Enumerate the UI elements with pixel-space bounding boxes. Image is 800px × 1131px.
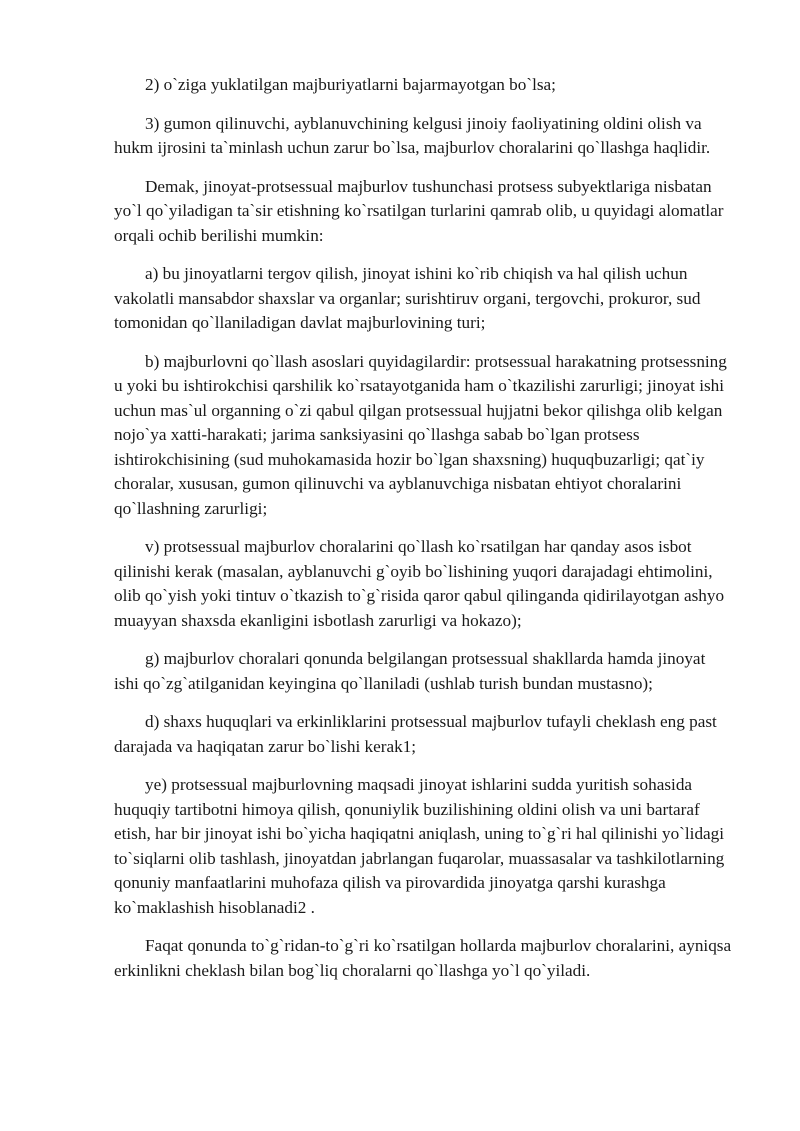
paragraph-item-a: a) bu jinoyatlarni tergov qilish, jinoyat ishini ko`rib chiqish va hal qilish uchun vakolatli mansabdor shaxslar va organlar; surishtiruv organi, tergovchi, prokuror, sud tomonidan qo`llaniladigan davlat majburlovining turi; [114,264,701,332]
paragraph-item-g: g) majburlov choralari qonunda belgilangan protsessual shakllarda hamda jinoyat ishi qo`zg`atilganidan keyingina qo`llaniladi (ushlab turish bundan mustasno); [114,649,706,693]
paragraph-faqat: Faqat qonunda to`g`ridan-to`g`ri ko`rsatilgan hollarda majburlov choralarini, ayniqsa erkinlikni cheklash bilan bog`liq choralarni qo`llashga yo`l qo`yiladi. [114,936,732,980]
document-body [114,73,734,997]
paragraph-item-ye: ye) protsessual majburlovning maqsadi jinoyat ishlarini sudda yuritish sohasida huquqiy tartibotni himoya qilish, qonuniylik buzilishining oldini olish va uni bartaraf etish, har bir jinoyat ishi bo`yicha haqiqatni aniqlash, uning to`g`ri hal qilinishi yo`lidagi to`siqlarni olib tashlash, jinoyatdan jabrlangan fuqarolar, muassasalar va tashkilotlarning qonuniy manfaatlarini muhofaza qilish va pirovardida jinoyatga qarshi kurashga ko`maklashish hisoblanadi2 . [114,775,725,917]
paragraph-item-d: d) shaxs huquqlari va erkinliklarini protsessual majburlov tufayli cheklash eng past darajada va haqiqatan zarur bo`lishi kerak1; [114,712,717,756]
paragraph-item-2: 2) o`ziga yuklatilgan majburiyatlarni bajarmayotgan bo`lsa; [145,75,556,94]
paragraph-item-b: b) majburlovni qo`llash asoslari quyidagilardir: protsessual harakatning protsessning u yoki bu ishtirokchisi qarshilik ko`rsatayotganida ham o`tkazilishi zarurligi; jinoyat ishi uchun mas`ul organning o`zi qabul qilgan protsessual hujjatni bekor qilishga olib kelgan nojo`ya xatti-harakati; jarima sanksiyasini qo`llashga sabab bo`lgan protsess ishtirokchisining (sud muhokamasida hozir bo`lgan shaxsning) huquqbuzarligi; qat`iy choralar, xususan, gumon qilinuvchi va ayblanuvchiga nisbatan ehtiyot choralarini qo`llashning zarurligi; [114,351,727,518]
paragraph-demak: Demak, jinoyat-protsessual majburlov tushunchasi protsess subyektlariga nisbatan yo`l qo`yiladigan ta`sir etishning ko`rsatilgan turlarini qamrab olib, u quyidagi alomatlar orqali ochib berilishi mumkin: [114,176,724,245]
paragraph-item-v: v) protsessual majburlov choralarini qo`llash ko`rsatilgan har qanday asos isbot qilinishi kerak (masalan, ayblanuvchi g`oyib bo`lishining yuqori darajadagi ehtimolini, olib qo`yish yoki tintuv o`tkazish to`g`risida qaror qabul qilinganda qidirilayotgan ashyo muayyan shaxsda ekanligini isbotlash zarurligi va hokazo); [114,537,725,630]
paragraph-item-3: 3) gumon qilinuvchi, ayblanuvchining kelgusi jinoiy faoliyatining oldini olish va hukm ijrosini ta`minlash uchun zarur bo`lsa, majburlov choralarini qo`llashga haqlidir. [114,113,711,157]
